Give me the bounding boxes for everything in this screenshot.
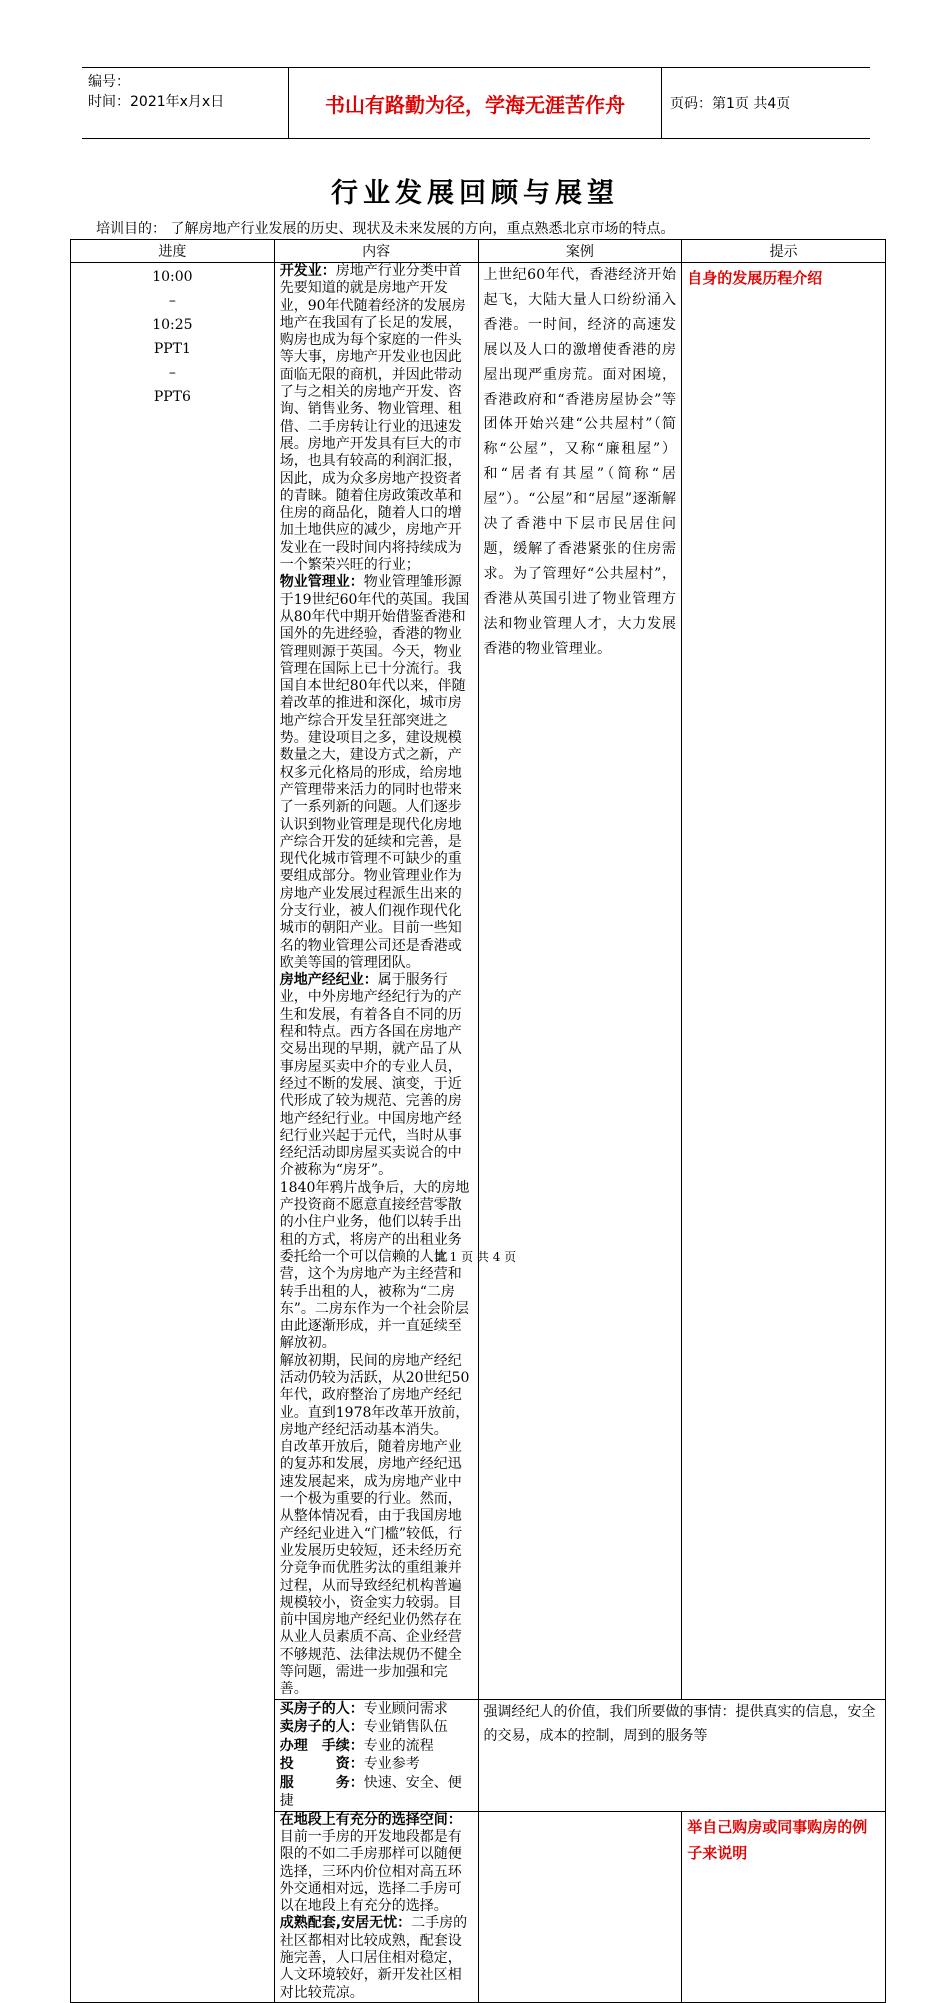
heading-mature: 成熟配套,安居无忧： bbox=[279, 1915, 412, 1932]
list-item bbox=[280, 1755, 473, 1774]
content-cell bbox=[274, 1811, 478, 2002]
list-item bbox=[280, 1737, 473, 1756]
header-case: 案例 bbox=[478, 240, 682, 263]
text-wuye: 物业管理雏形源于19世纪60年代的英国。我国从80年代中期开始借鉴香港和国外的先进经验，香港的物业管理则源于英国。今天，物业管理在国际上已十分流行。我国自本世纪80年代以来，伴随着改革的推进和深化，城市房地产综合开发呈狂部突进之势。建设项目之多，建设规模数量之大，建设方式之新，产权多元化格局的形成，给房地产管理带来活力的同时也带来了一系列新的问题。人们逐步认识到物业管理是现代化房地产综合开发的延续和完善，是现代化城市管理不可缺少的重要组成部分。物业管理业作为房地产业发展过程派生出来的分支行业，被人们视作现代化城市的朝阳产业。目前一些知名的物业管理公司还是香港或欧美等国的管理团队。 bbox=[279, 574, 470, 971]
course-table bbox=[70, 239, 886, 2003]
item-text: 专业参考 bbox=[363, 1756, 420, 1773]
time-label: 时间：2021年x月x日 bbox=[88, 94, 225, 110]
heading-space: 在地段上有充分的选择空间： bbox=[279, 1811, 462, 1828]
page-number: 页码：第1页 共4页 bbox=[670, 96, 791, 112]
number-label: 编号： bbox=[88, 74, 130, 90]
header-info bbox=[82, 68, 288, 138]
paragraph-space bbox=[280, 1812, 473, 1916]
item-text: 快速、安全、便捷 bbox=[279, 1774, 462, 1810]
case-cell-empty bbox=[478, 1811, 682, 2002]
progress-line: – bbox=[168, 293, 176, 309]
item-text: 专业销售队伍 bbox=[363, 1719, 448, 1736]
text-space: 目前一手房的开发地段都是有限的不如二手房那样可以随便选择，三环内价位相对高五环外交通相对远，选择二手房可以在地段上有充分的选择。 bbox=[279, 1828, 462, 1915]
item-label: 投 资： bbox=[279, 1756, 364, 1773]
paragraph-kaifa bbox=[280, 263, 473, 574]
paragraph-mature bbox=[280, 1915, 473, 2001]
table-row bbox=[71, 263, 886, 1700]
heading-jingji: 房地产经纪业： bbox=[279, 972, 378, 989]
item-label: 办理 手续： bbox=[279, 1737, 364, 1754]
list-item bbox=[280, 1774, 473, 1811]
progress-line: – bbox=[168, 365, 176, 381]
item-label: 卖房子的人： bbox=[279, 1719, 364, 1736]
header-progress: 进度 bbox=[71, 240, 275, 263]
content-cell bbox=[274, 263, 478, 1700]
list-item bbox=[280, 1718, 473, 1737]
item-text: 专业顾问需求 bbox=[363, 1700, 448, 1717]
document-title: 行业发展回顾与展望 bbox=[331, 178, 619, 209]
paragraph-1840: 1840年鸦片战争后，大的房地产投资商不愿意直接经营零散的小住户业务，他们以转手出租的方式，将房产的出租业务委托给一个可以信赖的人比营，这个为房地产为主经营和转手出租的人，被称为“二房东”。二房东作为一个社会阶层由此逐渐形成，并一直延续至解放初。 bbox=[279, 1179, 470, 1352]
text-kaifa: 房地产行业分类中首先要知道的就是房地产开发业，90年代随着经济的发展房地产在我国有了长足的发展，购房也成为每个家庭的一件头等大事，房地产开发业也因此面临无限的商机，并因此带动了与之相关的房地产开发、咨询、销售业务、物业管理、租借、二手房转让行业的迅速发展。房地产开发具有巨大的市场，也具有较高的利润汇报，因此，成为众多房地产投资者的青睐。随着住房政策改革和住房的商品化，随着人口的增加土地供应的减少，房地产开发业在一段时间内将持续成为一个繁荣兴旺的行业； bbox=[279, 263, 466, 574]
page-header bbox=[82, 67, 870, 139]
training-goal: 培训目的： 了解房地产行业发展的历史、现状及未来发展的方向，重点熟悉北京市场的特点。 bbox=[96, 221, 675, 237]
tip-cell: 举自己购房或同事购房的例子来说明 bbox=[682, 1811, 886, 2002]
page-footer: 第 1 页 共 4 页 bbox=[433, 1250, 517, 1264]
progress-line: PPT1 bbox=[153, 341, 191, 357]
tip-cell: 自身的发展历程介绍 bbox=[682, 263, 886, 1700]
header-tip: 提示 bbox=[682, 240, 886, 263]
paragraph-gaige: 自改革开放后，随着房地产业的复苏和发展，房地产经纪迅速发展起来，成为房地产业中一个极为重要的行业。然而，从整体情况看，由于我国房地产经纪业进入“门槛”较低，行业发展历史较短，还未经历充分竞争而优胜劣汰的重组兼并过程，从而导致经纪机构普遍规模较小，资金实力较弱。目前中国房地产经纪业仍然存在从业人员素质不高、企业经营不够规范、法律法规仍不健全等问题，需进一步加强和完善。 bbox=[279, 1439, 463, 1698]
progress-cell bbox=[71, 263, 275, 2003]
text-jingji: 属于服务行业，中外房地产经纪行为的产生和发展，有着各自不同的历程和特点。西方各国在房地产交易出现的早期，就产品了从事房屋买卖中介的专业人员，经过不断的发展、演变，于近代形成了较为规范、完善的房地产经纪行业。中国房地产经纪行业兴起于元代，当时从事经纪活动即房屋买卖说合的中介被称为“房牙”。 bbox=[279, 972, 462, 1179]
progress-line: PPT6 bbox=[153, 389, 191, 405]
progress-line: 10:00 bbox=[152, 269, 193, 285]
case-cell: 强调经纪人的价值，我们所要做的事情：提供真实的信息，安全的交易，成本的控制，周到的服务等 bbox=[478, 1699, 886, 1811]
progress-line: 10:25 bbox=[152, 317, 193, 333]
paragraph-wuye bbox=[280, 574, 473, 972]
item-label: 买房子的人： bbox=[279, 1700, 364, 1717]
heading-wuye: 物业管理业： bbox=[279, 574, 364, 591]
content-cell bbox=[274, 1699, 478, 1811]
list-item bbox=[280, 1700, 473, 1719]
item-label: 服 务： bbox=[279, 1774, 364, 1791]
header-content: 内容 bbox=[274, 240, 478, 263]
case-cell: 上世纪60年代，香港经济开始起飞，大陆大量人口纷纷涌入香港。一时间，经济的高速发展以及人口的激增使香港的房屋出现严重房荒。面对困境，香港政府和“香港房屋协会”等团体开始兴建“公共屋村”（简称“公屋”，又称“廉租屋”）和“居者有其屋”（简称“居屋”）。“公屋”和“居屋”逐渐解决了香港中下层市民居住问题，缓解了香港紧张的住房需求。为了管理好“公共屋村”，香港从英国引进了物业管理方法和物业管理人才，大力发展香港的物业管理业。 bbox=[478, 263, 682, 1700]
table-header-row bbox=[71, 240, 886, 263]
motto: 书山有路勤为径，学海无涯苦作舟 bbox=[288, 68, 662, 138]
heading-kaifa: 开发业： bbox=[279, 263, 336, 279]
paragraph-jingji bbox=[280, 972, 473, 1180]
text-mature: 二手房的社区都相对比较成熟，配套设施完善，人口居住相对稳定，人文环境较好，新开发社区相对比较荒凉。 bbox=[279, 1915, 468, 2001]
item-text: 专业的流程 bbox=[363, 1737, 434, 1754]
paragraph-jiefang: 解放初期，民间的房地产经纪活动仍较为活跃，从20世纪50年代，政府整治了房地产经纪业。直到1978年改革开放前，房地产经纪活动基本消失。 bbox=[279, 1352, 470, 1438]
